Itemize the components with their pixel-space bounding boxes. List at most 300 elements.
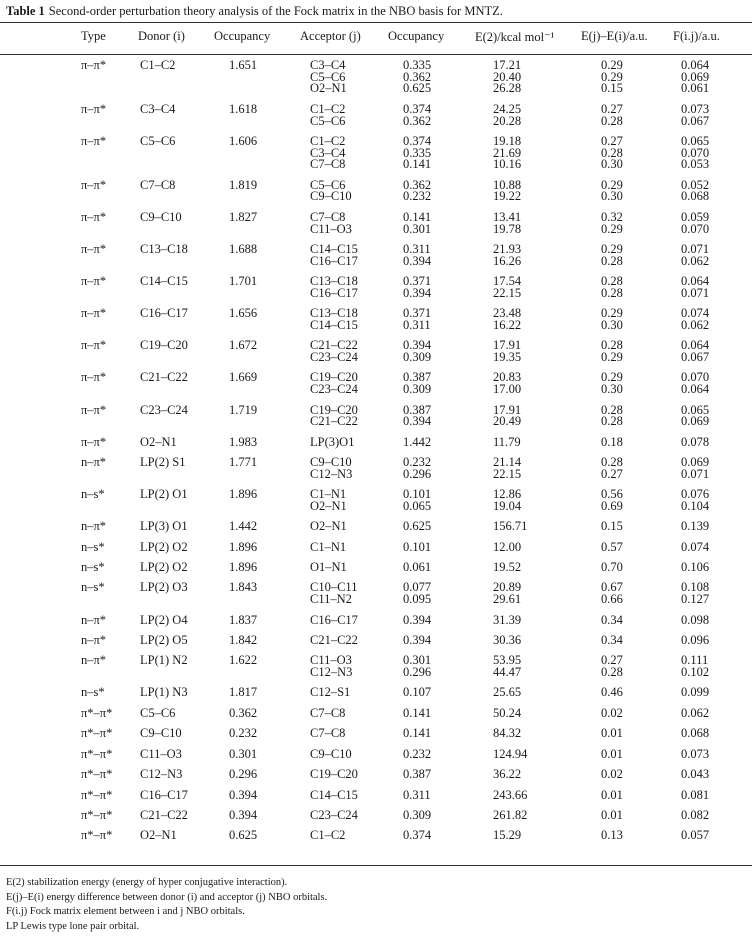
row-donor: C9–C10 [140, 726, 182, 741]
row-e2 [493, 340, 521, 363]
table-row [0, 746, 752, 769]
table-row [0, 830, 752, 850]
row-e2 [493, 457, 521, 480]
row-acceptor [310, 457, 352, 480]
row-energy-diff-line: 0.27 [601, 133, 623, 148]
table-row [0, 402, 752, 437]
row-e2-line: 20.89 [493, 580, 522, 595]
row-type: π–π* [81, 101, 107, 116]
row-donor: LP(2) O4 [140, 612, 188, 627]
row-acceptor-line: C5–C6 [310, 69, 346, 84]
row-e2-line: 22.15 [493, 285, 522, 300]
row-e2-line: 29.61 [493, 592, 522, 607]
row-type: π*–π* [81, 767, 113, 782]
row-energy-diff [601, 787, 623, 802]
row-acceptor-line: O2–N1 [310, 498, 347, 513]
row-fock-element-line: 0.071 [681, 285, 710, 300]
row-e2-line: 25.65 [493, 685, 522, 700]
row-acceptor-occupancy [403, 489, 431, 512]
row-acceptor-line: C11–N2 [310, 592, 352, 607]
row-e2-line: 53.95 [493, 653, 522, 668]
row-acceptor-occupancy-line: 0.387 [403, 402, 432, 417]
row-acceptor-line: C23–C24 [310, 382, 358, 397]
row-donor: LP(2) O3 [140, 580, 188, 595]
row-fock-element-line: 0.106 [681, 560, 710, 575]
row-type: π*–π* [81, 726, 113, 741]
row-e2 [493, 746, 528, 761]
row-e2-line: 21.69 [493, 145, 522, 160]
row-donor-occupancy: 0.394 [229, 787, 258, 802]
row-acceptor-occupancy-line: 0.301 [403, 653, 432, 668]
row-energy-diff [601, 60, 623, 95]
row-fock-element-line: 0.061 [681, 81, 710, 96]
row-acceptor-line: C13–C18 [310, 306, 358, 321]
row-acceptor-occupancy-line: 0.362 [403, 69, 432, 84]
row-e2-line: 19.22 [493, 189, 522, 204]
row-energy-diff-line: 0.28 [601, 113, 623, 128]
row-energy-diff [601, 539, 623, 554]
table-row [0, 807, 752, 830]
table-row [0, 209, 752, 244]
row-acceptor-line: C23–C24 [310, 349, 358, 364]
row-type: n–π* [81, 653, 107, 668]
row-energy-diff-line: 0.28 [601, 414, 623, 429]
row-type: n–π* [81, 519, 107, 534]
table-label: Table 1 [6, 4, 45, 18]
row-donor-occupancy: 0.362 [229, 705, 258, 720]
row-energy-diff [601, 177, 623, 204]
row-fock-element [681, 457, 709, 480]
row-donor: LP(1) N3 [140, 685, 188, 700]
row-acceptor-line: C11–O3 [310, 653, 352, 668]
row-donor: LP(2) O2 [140, 560, 188, 575]
row-acceptor-line: C9–C10 [310, 189, 352, 204]
row-donor: C12–N3 [140, 767, 183, 782]
row-e2-line: 50.24 [493, 705, 522, 720]
row-acceptor [310, 402, 358, 429]
row-donor: C3–C4 [140, 101, 176, 116]
row-acceptor-occupancy-line: 0.335 [403, 58, 432, 72]
table-row [0, 521, 752, 541]
row-acceptor-occupancy [403, 728, 431, 740]
row-acceptor-occupancy-line: 0.374 [403, 101, 432, 116]
row-energy-diff-line: 0.28 [601, 402, 623, 417]
row-acceptor-line: C1–C2 [310, 828, 346, 843]
row-fock-element-line: 0.067 [681, 349, 710, 364]
row-acceptor-occupancy-line: 0.065 [403, 498, 432, 513]
row-e2-line: 261.82 [493, 807, 528, 822]
header-donor: Donor (i) [138, 29, 185, 43]
row-energy-diff [601, 457, 623, 480]
row-acceptor-occupancy [403, 209, 432, 236]
table-row [0, 133, 752, 180]
row-type: n–π* [81, 455, 107, 470]
row-acceptor-occupancy-line: 0.232 [403, 189, 432, 204]
row-fock-element-line: 0.076 [681, 487, 710, 502]
row-donor-occupancy: 1.651 [229, 58, 258, 72]
header-type: Type [81, 29, 106, 43]
row-acceptor-occupancy [403, 830, 431, 842]
row-acceptor-occupancy-line: 0.077 [403, 580, 432, 595]
table-bottom-rule [0, 865, 752, 866]
row-acceptor [310, 705, 346, 720]
row-e2-line: 12.00 [493, 539, 522, 554]
footnote: E(2) stabilization energy (energy of hyper conjugative interaction). [6, 877, 288, 888]
row-acceptor [310, 521, 347, 533]
row-acceptor-occupancy-line: 0.141 [403, 157, 432, 172]
row-acceptor [310, 655, 352, 678]
row-fock-element-line: 0.069 [681, 414, 710, 429]
row-acceptor-occupancy-line: 0.141 [403, 209, 432, 224]
row-acceptor-occupancy [403, 133, 432, 172]
row-acceptor-occupancy-line: 0.095 [403, 592, 432, 607]
header-occupancy: Occupancy [214, 29, 271, 43]
row-energy-diff [601, 807, 623, 822]
row-acceptor-occupancy-line: 0.394 [403, 338, 432, 353]
row-e2 [493, 372, 521, 395]
row-type: π–π* [81, 370, 107, 385]
row-donor-occupancy: 1.817 [229, 685, 258, 700]
row-fock-element-line: 0.067 [681, 113, 710, 128]
row-e2-line: 21.93 [493, 241, 522, 256]
row-acceptor-line: C14–C15 [310, 787, 358, 802]
row-fock-element [681, 101, 710, 128]
row-energy-diff-line: 0.28 [601, 274, 623, 289]
row-acceptor-occupancy-line: 0.625 [403, 81, 432, 96]
row-donor: LP(2) S1 [140, 455, 186, 470]
row-acceptor-line: C7–C8 [310, 705, 346, 720]
row-fock-element-line: 0.074 [681, 539, 710, 554]
row-donor: C14–C15 [140, 274, 188, 289]
row-acceptor-occupancy-line: 0.374 [403, 828, 432, 843]
row-donor-occupancy: 1.622 [229, 653, 258, 668]
row-e2-line: 22.15 [493, 466, 522, 481]
table-row [0, 787, 752, 810]
row-energy-diff [601, 372, 623, 395]
row-energy-diff [601, 209, 623, 236]
row-energy-diff-line: 0.28 [601, 455, 623, 470]
row-energy-diff [601, 830, 623, 842]
row-type: n–s* [81, 487, 105, 502]
row-energy-diff-line: 0.13 [601, 828, 623, 843]
row-energy-diff-line: 0.02 [601, 705, 623, 720]
row-fock-element [681, 787, 710, 802]
row-energy-diff-line: 0.29 [601, 177, 623, 192]
row-fock-element-line: 0.053 [681, 157, 710, 172]
row-acceptor [310, 60, 347, 95]
row-fock-element-line: 0.052 [681, 177, 710, 192]
row-e2-line: 15.29 [493, 828, 522, 843]
row-acceptor-occupancy-line: 0.311 [403, 787, 431, 802]
row-acceptor-occupancy-line: 0.335 [403, 145, 432, 160]
row-acceptor [310, 632, 358, 647]
row-energy-diff [601, 489, 623, 512]
row-e2 [493, 807, 528, 822]
row-fock-element-line: 0.111 [681, 653, 709, 668]
row-type: π–π* [81, 338, 107, 353]
row-acceptor-line: C5–C6 [310, 177, 346, 192]
row-acceptor-line: C21–C22 [310, 632, 358, 647]
row-acceptor [310, 787, 358, 802]
row-e2-line: 19.35 [493, 349, 522, 364]
row-e2-line: 21.14 [493, 455, 522, 470]
row-acceptor-occupancy-line: 0.394 [403, 414, 432, 429]
row-fock-element-line: 0.068 [681, 189, 710, 204]
row-fock-element-line: 0.070 [681, 145, 710, 160]
row-fock-element-line: 0.064 [681, 338, 710, 353]
row-fock-element [681, 539, 710, 554]
row-acceptor-line: C13–C18 [310, 274, 358, 289]
row-energy-diff [601, 402, 623, 429]
row-donor-occupancy: 1.656 [229, 306, 258, 321]
row-acceptor-line: C7–C8 [310, 726, 346, 741]
row-fock-element [681, 655, 709, 678]
row-e2 [493, 787, 528, 802]
row-acceptor-line: C14–C15 [310, 241, 358, 256]
row-donor-occupancy: 0.296 [229, 767, 258, 782]
row-energy-diff [601, 728, 623, 740]
row-e2-line: 17.91 [493, 402, 522, 417]
row-fock-element [681, 372, 709, 395]
row-fock-element-line: 0.078 [681, 434, 710, 449]
row-fock-element [681, 177, 710, 204]
row-type: π–π* [81, 274, 107, 289]
row-energy-diff [601, 521, 623, 533]
row-donor: C1–C2 [140, 58, 176, 72]
table-row [0, 177, 752, 212]
row-energy-diff [601, 308, 623, 331]
header-energy-diff: E(j)–E(i)/a.u. [581, 29, 648, 43]
row-acceptor-line: C3–C4 [310, 58, 346, 72]
row-acceptor-line: C21–C22 [310, 414, 358, 429]
row-e2 [493, 133, 522, 172]
row-donor: C13–C18 [140, 241, 188, 256]
row-acceptor-line: C21–C22 [310, 338, 358, 353]
row-fock-element [681, 209, 710, 236]
row-energy-diff [601, 582, 623, 605]
row-acceptor-occupancy [403, 687, 431, 699]
row-acceptor-occupancy-line: 0.296 [403, 466, 432, 481]
row-e2-line: 156.71 [493, 519, 528, 534]
row-acceptor-occupancy [403, 241, 432, 268]
table-row [0, 276, 752, 308]
row-donor-occupancy: 1.771 [229, 455, 258, 470]
row-energy-diff-line: 0.57 [601, 539, 623, 554]
table-row [0, 457, 752, 489]
row-e2 [493, 612, 522, 627]
row-energy-diff-line: 0.67 [601, 580, 623, 595]
row-energy-diff [601, 687, 623, 699]
row-fock-element [681, 746, 710, 761]
row-energy-diff-line: 0.01 [601, 807, 623, 822]
row-donor: LP(2) O1 [140, 487, 188, 502]
row-donor: C19–C20 [140, 338, 188, 353]
row-energy-diff-line: 0.27 [601, 101, 623, 116]
row-energy-diff-line: 0.28 [601, 253, 623, 268]
row-fock-element [681, 241, 710, 268]
row-energy-diff-line: 0.27 [601, 653, 623, 668]
row-fock-element [681, 276, 709, 299]
row-acceptor-occupancy [403, 276, 431, 299]
row-acceptor-occupancy-line: 0.061 [403, 560, 432, 575]
row-acceptor-line: C19–C20 [310, 370, 358, 385]
row-acceptor [310, 308, 358, 331]
row-acceptor-occupancy-line: 1.442 [403, 434, 432, 449]
row-acceptor [310, 133, 346, 172]
row-energy-diff [601, 746, 623, 761]
row-fock-element-line: 0.068 [681, 726, 710, 741]
row-e2-line: 19.18 [493, 133, 522, 148]
row-donor-occupancy: 1.669 [229, 370, 258, 385]
row-acceptor-line: C12–N3 [310, 665, 353, 680]
row-acceptor-line: C16–C17 [310, 285, 358, 300]
row-energy-diff [601, 705, 623, 720]
header-occupancy-acceptor: Occupancy [388, 29, 445, 43]
row-acceptor-occupancy-line: 0.309 [403, 807, 432, 822]
table-row [0, 101, 752, 136]
row-fock-element-line: 0.073 [681, 101, 710, 116]
row-e2-line: 16.26 [493, 253, 522, 268]
row-energy-diff [601, 133, 623, 172]
row-donor: C5–C6 [140, 705, 176, 720]
row-acceptor-occupancy-line: 0.296 [403, 665, 432, 680]
row-donor-occupancy: 1.606 [229, 133, 258, 148]
row-donor-occupancy: 1.672 [229, 338, 258, 353]
row-type: π*–π* [81, 705, 113, 720]
row-energy-diff-line: 0.01 [601, 726, 623, 741]
row-acceptor-line: C1–C2 [310, 101, 346, 116]
row-e2 [493, 562, 521, 574]
row-e2-line: 124.94 [493, 746, 528, 761]
row-energy-diff-line: 0.30 [601, 157, 623, 172]
row-fock-element-line: 0.096 [681, 632, 710, 647]
row-fock-element-line: 0.065 [681, 133, 710, 148]
row-acceptor [310, 101, 346, 128]
row-donor: C5–C6 [140, 133, 176, 148]
row-acceptor-occupancy-line: 0.107 [403, 685, 432, 700]
table-row [0, 60, 752, 104]
row-energy-diff-line: 0.29 [601, 69, 623, 84]
row-acceptor-line: O2–N1 [310, 519, 347, 534]
row-donor-occupancy: 1.896 [229, 487, 258, 502]
row-fock-element-line: 0.069 [681, 69, 710, 84]
row-e2-line: 19.52 [493, 560, 522, 575]
row-energy-diff [601, 612, 623, 627]
row-donor-occupancy: 1.819 [229, 177, 258, 192]
row-acceptor-occupancy-line: 0.394 [403, 285, 432, 300]
table-row [0, 687, 752, 707]
row-acceptor-line: O2–N1 [310, 81, 347, 96]
table-row [0, 632, 752, 655]
table-row [0, 612, 752, 635]
row-acceptor-occupancy [403, 632, 432, 647]
row-acceptor-occupancy [403, 340, 431, 363]
row-acceptor-occupancy-line: 0.101 [403, 539, 432, 554]
row-fock-element-line: 0.127 [681, 592, 710, 607]
row-acceptor-occupancy-line: 0.394 [403, 253, 432, 268]
row-fock-element [681, 632, 710, 647]
row-donor-occupancy: 0.394 [229, 807, 258, 822]
row-acceptor-line: C10–C11 [310, 580, 358, 595]
row-fock-element [681, 133, 710, 172]
table-header-rule [0, 54, 752, 55]
row-donor-occupancy: 1.701 [229, 274, 258, 289]
row-acceptor-occupancy-line: 0.141 [403, 705, 432, 720]
row-donor-occupancy: 1.719 [229, 402, 258, 417]
row-acceptor-line: C14–C15 [310, 317, 358, 332]
row-fock-element-line: 0.102 [681, 665, 710, 680]
row-fock-element [681, 830, 709, 842]
row-fock-element [681, 807, 710, 822]
row-acceptor [310, 539, 347, 554]
row-donor: C7–C8 [140, 177, 176, 192]
row-acceptor-line: C16–C17 [310, 612, 358, 627]
row-acceptor-occupancy-line: 0.311 [403, 241, 431, 256]
row-e2 [493, 402, 522, 429]
row-fock-element-line: 0.071 [681, 241, 710, 256]
row-acceptor-occupancy [403, 101, 432, 128]
row-fock-element [681, 60, 709, 95]
row-e2 [493, 276, 521, 299]
row-fock-element-line: 0.064 [681, 58, 710, 72]
row-e2-line: 10.16 [493, 157, 522, 172]
row-donor-occupancy: 1.983 [229, 434, 258, 449]
row-e2-line: 20.40 [493, 69, 522, 84]
row-acceptor-occupancy-line: 0.394 [403, 612, 432, 627]
row-donor: C9–C10 [140, 209, 182, 224]
row-e2 [493, 769, 521, 781]
table-caption [6, 3, 746, 19]
row-acceptor-line: C7–C8 [310, 157, 346, 172]
row-donor: C23–C24 [140, 402, 188, 417]
row-fock-element [681, 612, 710, 627]
row-e2-line: 44.47 [493, 665, 522, 680]
table-header [0, 29, 752, 49]
row-donor-occupancy: 1.688 [229, 241, 258, 256]
row-donor-occupancy: 1.842 [229, 632, 258, 647]
row-fock-element-line: 0.069 [681, 455, 710, 470]
row-fock-element-line: 0.073 [681, 746, 710, 761]
table-row [0, 434, 752, 457]
row-e2-line: 13.41 [493, 209, 522, 224]
row-fock-element [681, 562, 709, 574]
row-e2-line: 17.91 [493, 338, 522, 353]
row-energy-diff-line: 0.27 [601, 466, 623, 481]
table-title: Second-order perturbation theory analysis of the Fock matrix in the NBO basis for MNTZ. [48, 4, 503, 18]
row-acceptor-occupancy-line: 0.301 [403, 221, 432, 236]
row-acceptor-line: C16–C17 [310, 253, 358, 268]
row-donor: C21–C22 [140, 370, 188, 385]
row-type: n–π* [81, 612, 107, 627]
row-acceptor-line: C5–C6 [310, 113, 346, 128]
row-energy-diff-line: 0.29 [601, 221, 623, 236]
row-energy-diff-line: 0.15 [601, 81, 623, 96]
row-acceptor-occupancy [403, 434, 432, 449]
row-e2 [493, 582, 521, 605]
row-acceptor-line: C9–C10 [310, 455, 352, 470]
footnote: LP Lewis type lone pair orbital. [6, 920, 140, 932]
table-row [0, 489, 752, 521]
row-e2-line: 84.32 [493, 726, 522, 741]
row-energy-diff-line: 0.28 [601, 285, 623, 300]
row-acceptor-occupancy [403, 705, 432, 720]
row-donor-occupancy: 0.301 [229, 746, 258, 761]
row-acceptor [310, 728, 345, 740]
row-fock-element [681, 687, 709, 699]
table-row [0, 705, 752, 728]
row-acceptor-occupancy [403, 372, 431, 395]
row-e2-line: 30.36 [493, 632, 522, 647]
